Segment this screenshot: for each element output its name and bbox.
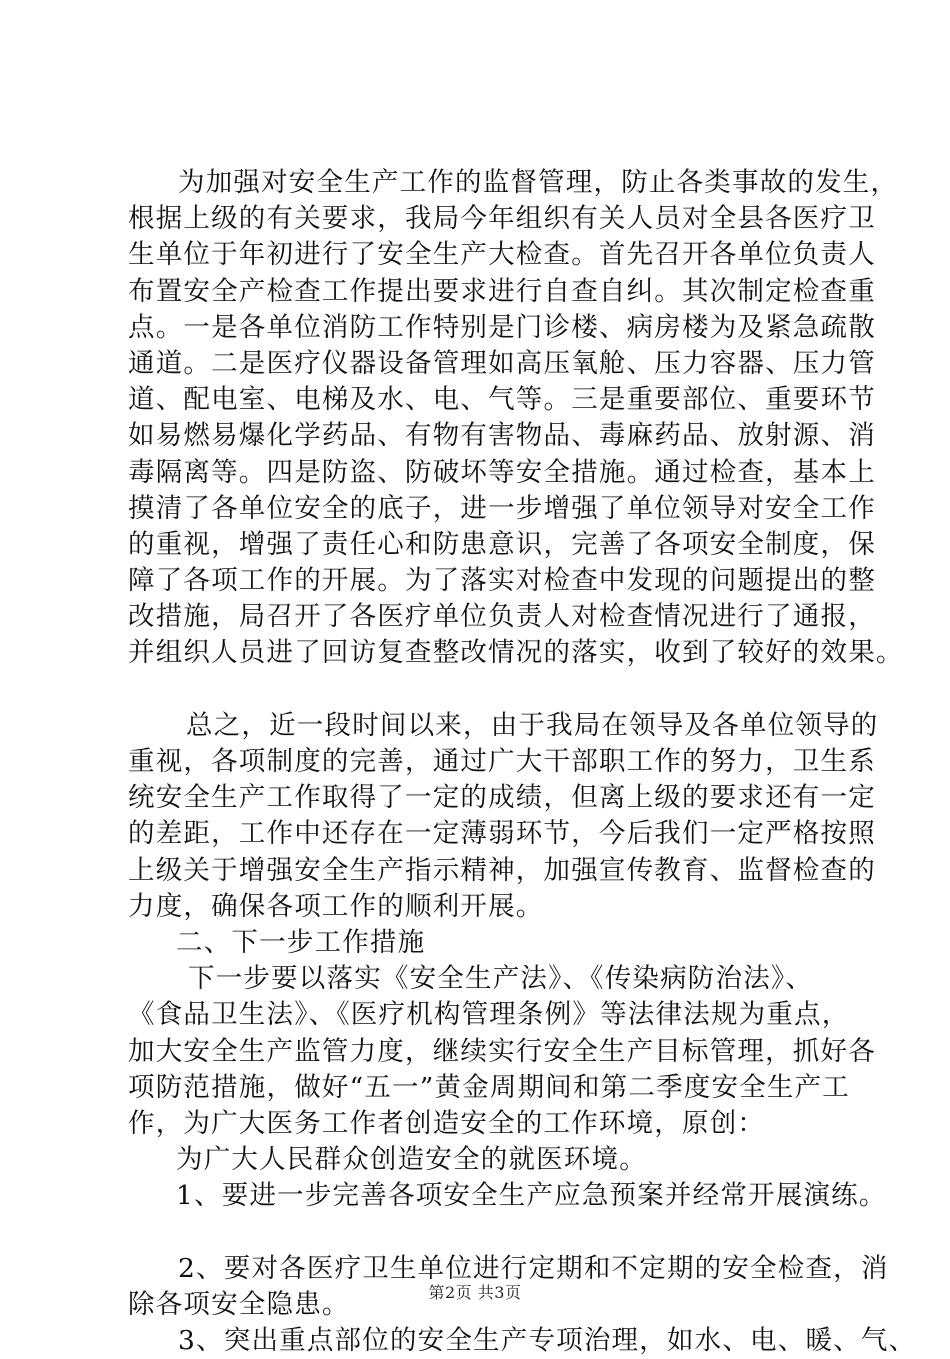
text-line: 点。一是各单位消防工作特别是门诊楼、病房楼为及紧急疏散 bbox=[128, 311, 876, 343]
text-line: 道、配电室、电梯及水、电、气等。三是重要部位、重要环节 bbox=[128, 384, 876, 416]
text-line: 2、要对各医疗卫生单位进行定期和不定期的安全检查，消 bbox=[178, 1252, 889, 1284]
text-line: 上级关于增强安全生产指示精神，加强宣传教育、监督检查的 bbox=[128, 854, 876, 886]
section-heading: 二、下一步工作措施 bbox=[176, 926, 426, 958]
document-body bbox=[128, 165, 917, 1359]
text-line: 布置安全产检查工作提出要求进行自查自纠。其次制定检查重 bbox=[128, 275, 876, 307]
list-item-1: 1、要进一步完善各项安全生产应急预案并经常开展演练。 bbox=[176, 1180, 887, 1212]
text-line: 《食品卫生法》、《医疗机构管理条例》等法律法规为重点， bbox=[128, 999, 850, 1031]
text-line: 的差距，工作中还存在一定薄弱环节，今后我们一定严格按照 bbox=[128, 818, 876, 850]
paragraph-patient-environment: 为广大人民群众创造安全的就医环境。 bbox=[176, 1144, 647, 1176]
page-number-footer: 第2页 共3页 bbox=[428, 1283, 522, 1302]
text-line: 下一步要以落实《安全生产法》、《传染病防治法》、 bbox=[188, 963, 814, 995]
list-item-3: 3、突出重点部位的安全生产专项治理，如水、电、暖、气、 bbox=[178, 1325, 917, 1356]
text-line: 障了各项工作的开展。为了落实对检查中发现的问题提出的整 bbox=[128, 565, 876, 597]
paragraph-next-steps bbox=[128, 961, 876, 1142]
text-line: 作，为广大医务工作者创造安全的工作环境，原创： bbox=[128, 1107, 766, 1139]
text-line: 总之，近一段时间以来，由于我局在领导及各单位领导的 bbox=[186, 709, 879, 741]
text-line: 为加强对安全生产工作的监督管理，防止各类事故的发生， bbox=[178, 167, 899, 198]
text-line: 摸清了各单位安全的底子，进一步增强了单位领导对安全工作 bbox=[128, 492, 876, 524]
text-line: 项防范措施，做好“五一”黄金周期间和第二季度安全生产工 bbox=[128, 1071, 850, 1103]
text-line: 重视，各项制度的完善，通过广大干部职工作的努力，卫生系 bbox=[128, 746, 876, 777]
text-line: 通道。二是医疗仪器设备管理如高压氧舱、压力容器、压力管 bbox=[128, 347, 876, 379]
text-line: 改措施，局召开了各医疗单位负责人对检查情况进行了通报， bbox=[128, 601, 876, 633]
text-line: 的重视，增强了责任心和防患意识，完善了各项安全制度，保 bbox=[128, 528, 876, 560]
text-line: 除各项安全隐患。 bbox=[128, 1288, 350, 1320]
paragraph-inspection-summary bbox=[128, 165, 904, 672]
text-line: 毒隔离等。四是防盗、防破坏等安全措施。通过检查，基本上 bbox=[128, 456, 876, 488]
paragraph-spacer bbox=[128, 672, 868, 708]
text-line: 如易燃易爆化学药品、有物有害物品、毒麻药品、放射源、消 bbox=[128, 420, 876, 452]
text-line: 生单位于年初进行了安全生产大检查。首先召开各单位负责人 bbox=[128, 239, 876, 271]
text-line: 力度，确保各项工作的顺利开展。 bbox=[128, 890, 544, 922]
text-line: 根据上级的有关要求，我局今年组织有关人员对全县各医疗卫 bbox=[128, 203, 876, 235]
paragraph-conclusion bbox=[128, 708, 879, 925]
text-line: 并组织人员进了回访复查整改情况的落实，收到了较好的效果。 bbox=[128, 637, 904, 669]
text-line: 统安全生产工作取得了一定的成绩，但离上级的要求还有一定 bbox=[128, 782, 876, 814]
text-line: 加大安全生产监管力度，继续实行安全生产目标管理，抓好各 bbox=[128, 1035, 876, 1067]
paragraph-spacer bbox=[128, 1214, 868, 1250]
